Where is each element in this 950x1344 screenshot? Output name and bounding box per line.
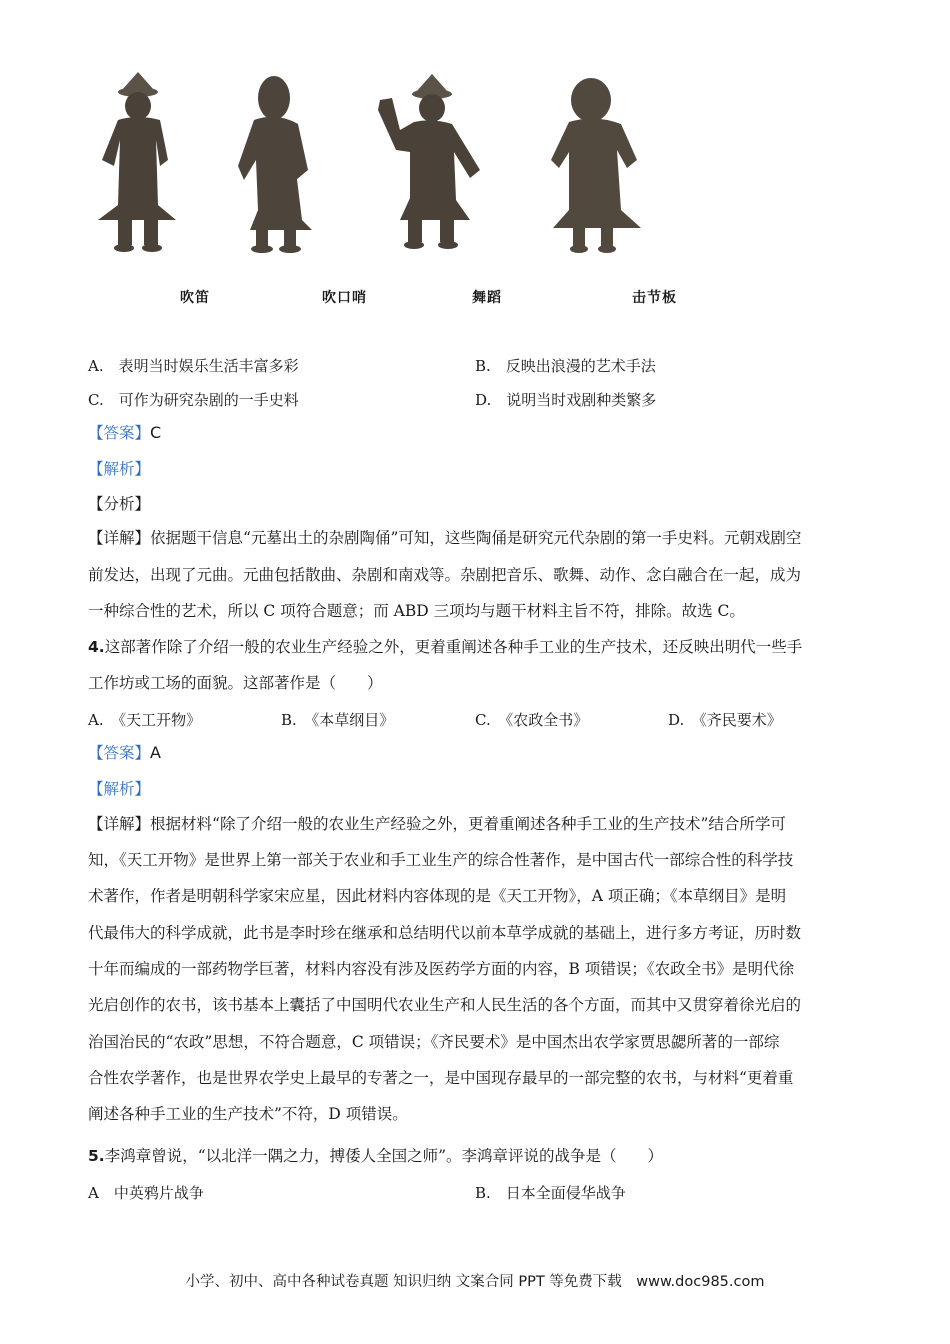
q4-answer-line [88,743,868,763]
figure-caption-clapper: 击节板 [632,290,677,306]
q3-option-c: C. 可作为研究杂剧的一手史料 [88,391,299,409]
answer-tag: 【答案】 [88,744,151,762]
detail-tag: 【详解】 [88,529,151,547]
q4-detail-line-4: 代最伟大的科学成就，此书是李时珍在继承和总结明代以前本草学成就的基础上，进行多方考证，历时数 [88,924,802,942]
answer-tag: 【答案】 [88,424,151,442]
q4-analysis-line [88,779,868,799]
q4-option-c: C. 《农政全书》 [475,711,589,729]
q4-answer: A [150,743,161,762]
detail-tag: 【详解】 [88,815,151,833]
fenxi-tag: 【分析】 [88,495,151,513]
q4-detail-line-2: 知，《天工开物》是世界上第一部关于农业和手工业生产的综合性著作，是中国古代一部综合性的科学技 [88,851,794,869]
q4-detail-line-3: 术著作，作者是明朝科学家宋应星，因此材料内容体现的是《天工开物》，A 项正确；《本草纲目》是明 [88,887,787,905]
q4-detail-line-6: 光启创作的农书，该书基本上囊括了中国明代农业生产和人民生活的各个方面，而其中又贯穿着徐光启的 [88,996,802,1014]
dancing-figurine-image [370,70,490,255]
q3-option-d: D. 说明当时戏剧种类繁多 [475,391,657,409]
q4-stem-text: 这部著作除了介绍一般的农业生产经验之外，更着重阐述各种手工业的生产技术，还反映出明代一些手 [104,638,803,656]
q4-detail-text: 根据材料“除了介绍一般的农业生产经验之外，更着重阐述各种手工业的生产技术”结合所学可 [150,815,786,833]
q3-detail-line-1 [88,528,868,548]
q4-stem-line-1 [88,637,868,657]
q4-stem-line-2: 工作坊或工场的面貌。这部著作是（ ） [88,674,383,692]
q3-detail-line-2: 前发达，出现了元曲。元曲包括散曲、杂剧和南戏等。杂剧把音乐、歌舞、动作、念白融合在一起，成为 [88,566,802,584]
analysis-tag: 【解析】 [88,460,151,478]
q3-answer: C [150,423,162,442]
q4-detail-line-1 [88,814,868,834]
figure-caption-flute: 吹笛 [180,290,210,306]
q3-detail-line-3: 一种综合性的艺术，所以 C 项符合题意；而 ABD 三项均与题干材料主旨不符，排除。故选 C。 [88,602,745,620]
page-footer: 小学、初中、高中各种试卷真题 知识归纳 文案合同 PPT 等免费下载 www.doc985.com [185,1274,765,1290]
q4-detail-line-5: 十年而编成的一部药物学巨著，材料内容没有涉及医药学方面的内容，B 项错误；《农政全书》是明代徐 [88,960,795,978]
q5-option-b: B. 日本全面侵华战争 [475,1184,626,1202]
q5-stem-text: 李鸿章曾说，“以北洋一隅之力，搏倭人全国之师”。李鸿章评说的战争是（ ） [104,1147,664,1165]
q3-detail-text: 依据题干信息“元墓出土的杂剧陶俑”可知，这些陶俑是研究元代杂剧的第一手史料。元朝戏剧空 [150,529,802,547]
clapper-figurine-image [545,70,645,255]
q3-option-a: A. 表明当时娱乐生活丰富多彩 [88,357,299,375]
q3-analysis-line [88,459,868,479]
figure-caption-whistle: 吹口哨 [322,290,367,306]
q5-number: 5. [88,1147,105,1165]
whistling-figurine-image [232,70,322,255]
q4-option-a: A. 《天工开物》 [88,711,202,729]
q4-option-d: D. 《齐民要术》 [668,711,782,729]
q4-number: 4. [88,638,105,656]
q3-answer-line [88,423,868,443]
flute-player-figurine-image [88,70,188,255]
analysis-tag: 【解析】 [88,780,151,798]
q4-option-b: B. 《本草纲目》 [281,711,395,729]
q4-detail-line-8: 合性农学著作，也是世界农学史上最早的专著之一，是中国现存最早的一部完整的农书，与材料“更着重 [88,1069,794,1087]
q3-option-b: B. 反映出浪漫的艺术手法 [475,357,656,375]
q4-detail-line-9: 阐述各种手工业的生产技术”不符，D 项错误。 [88,1105,408,1123]
q4-detail-line-7: 治国治民的“农政”思想，不符合题意，C 项错误；《齐民要术》是中国杰出农学家贾思勰所著的一部综 [88,1033,780,1051]
q5-stem-line [88,1146,868,1166]
q5-option-a: A 中英鸦片战争 [88,1184,204,1202]
figure-caption-dance: 舞蹈 [472,290,502,306]
q3-fenxi-line [88,494,868,514]
